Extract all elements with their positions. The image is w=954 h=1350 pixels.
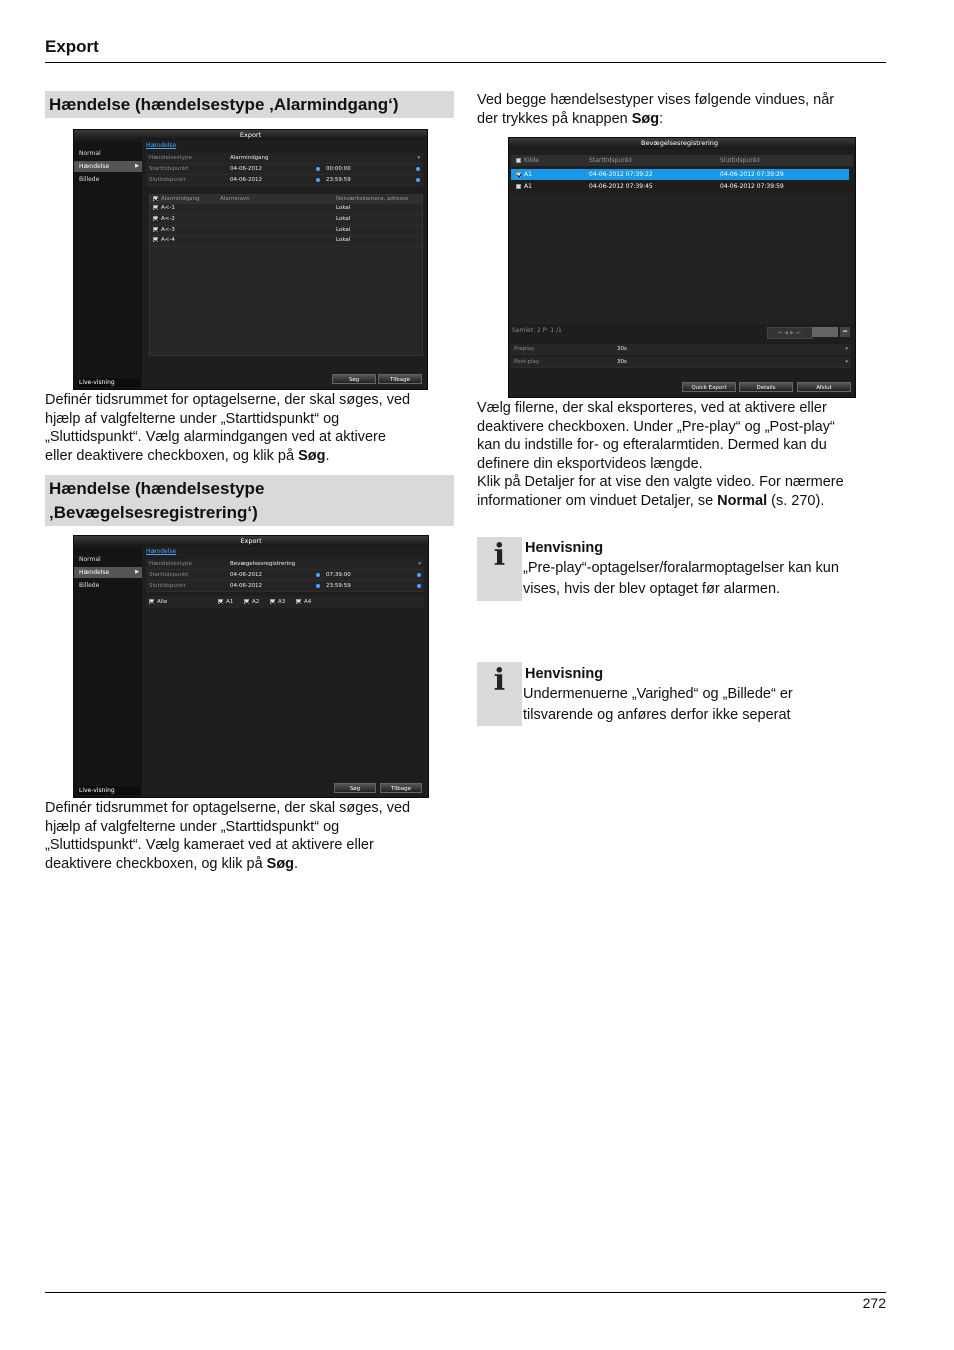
quick-export-button[interactable]: Quick Export xyxy=(682,382,736,392)
chevron-down-icon: ▾ xyxy=(845,359,848,365)
preplay-field[interactable] xyxy=(511,344,851,355)
camera-selection-row xyxy=(146,596,424,608)
sidebar-item-normal[interactable]: Normal xyxy=(79,150,101,157)
checkbox[interactable] xyxy=(270,599,275,604)
note-title: Henvisning xyxy=(525,666,604,682)
note-text: Undermenuerne „Varighed“ og „Billede“ er tilsvarende og anføres derfor ikke seperat xyxy=(523,686,793,723)
start-time-cell: 04-06-2012 07:39:22 xyxy=(589,171,653,178)
field-label: Starttidspunkt xyxy=(149,572,189,578)
field-value: 30s xyxy=(617,346,627,352)
field-value: 04-06-2012 xyxy=(230,166,262,172)
field-value: Alarmindgang xyxy=(230,155,269,161)
table-row[interactable] xyxy=(150,226,422,237)
row-checkbox[interactable] xyxy=(516,172,521,177)
camera-checkbox-a3[interactable] xyxy=(270,596,285,608)
checkbox[interactable] xyxy=(296,599,301,604)
field-label: Sluttidspunkt xyxy=(149,583,186,589)
field-label: Hændelsestype xyxy=(149,155,192,161)
dvr-search-results-window xyxy=(508,137,856,398)
back-button[interactable]: Tilbage xyxy=(378,374,422,384)
postplay-field[interactable] xyxy=(511,357,851,368)
field-label: Post-play xyxy=(514,359,540,365)
note-text: „Pre-play“-optagelser/foralarmoptagelser kan kun vises, hvis der blev optaget før alarmen. xyxy=(523,560,839,597)
table-row[interactable] xyxy=(150,215,422,226)
row-checkbox[interactable] xyxy=(153,227,158,232)
sidebar-item-label: Hændelse xyxy=(79,163,110,170)
alarm-input-name: A<-1 xyxy=(161,205,175,211)
page-prev-icon[interactable]: ◀ xyxy=(784,330,790,336)
clock-icon[interactable] xyxy=(417,573,421,577)
sidebar xyxy=(74,547,142,797)
dvr-export-screen-motion xyxy=(73,535,429,798)
camera-checkbox-a4[interactable] xyxy=(296,596,311,608)
camera-address: Lokal xyxy=(336,237,351,244)
back-button[interactable]: Tilbage xyxy=(380,783,422,793)
paragraph-intro: Ved begge hændelsestyper vises følgende vindues, når der trykkes på knappen Søg: xyxy=(477,92,835,127)
paragraph-alarm: Definér tidsrummet for optagelserne, der skal søges, ved hjælp af valgfelterne under „Starttidspunkt“ og „Sluttidspunkt“. Vælg alarmindgangen ved at aktivere eller deaktivere checkboxen, og klik på Søg. xyxy=(45,392,411,464)
row-checkbox[interactable] xyxy=(153,237,158,242)
table-row[interactable] xyxy=(150,236,422,247)
page-header-title: Export xyxy=(45,37,99,56)
camera-address: Lokal xyxy=(336,205,351,211)
table-row[interactable] xyxy=(511,181,849,192)
page-first-icon[interactable]: ⏮ xyxy=(777,330,785,336)
details-button[interactable]: Details xyxy=(739,382,793,392)
sidebar-item-event[interactable] xyxy=(74,161,142,172)
paragraph-motion: Definér tidsrummet for optagelserne, der skal søges, ved hjælp af valgfelterne under „Starttidspunkt“ og „Sluttidspunkt“. Vælg kameraet ved at aktivere eller deaktivere checkboxen, og klik på Søg. xyxy=(45,800,411,872)
window-title: Export xyxy=(74,536,428,546)
header-rule xyxy=(45,62,886,63)
event-type-field[interactable] xyxy=(146,559,424,570)
start-time-cell: 04-06-2012 07:39:45 xyxy=(589,183,653,190)
alarm-input-name: A<-4 xyxy=(161,237,175,244)
sidebar-item-normal[interactable]: Normal xyxy=(79,556,101,563)
end-time-cell: 04-06-2012 07:39:59 xyxy=(720,183,784,190)
column-header: Kilde xyxy=(524,157,539,164)
event-type-field[interactable] xyxy=(146,153,423,164)
camera-address: Lokal xyxy=(336,226,351,233)
select-all-checkbox[interactable] xyxy=(516,158,521,163)
clock-icon[interactable] xyxy=(416,178,420,182)
column-header: Starttidspunkt xyxy=(589,157,632,164)
end-time-field[interactable] xyxy=(146,175,423,186)
source-cell: A1 xyxy=(524,171,532,178)
chevron-right-icon: ▶ xyxy=(135,163,139,169)
paragraph-results: Vælg filerne, der skal eksporteres, ved at aktivere eller deaktivere checkboxen. Under „Pre-play“ og „Post-play“ kan du indstille for- og efteralarmtiden. Dermed kan du definere din eksportvideos længde. Klik på Detaljer for at vise den valgte video. For nærmere informationer om vinduet Detaljer, se Normal (s. 270). xyxy=(477,400,844,509)
column-header: Netværkskamera, adresse xyxy=(336,196,409,202)
page-number: 272 xyxy=(862,1295,886,1311)
calendar-icon[interactable] xyxy=(316,178,320,182)
field-label: Hændelsestype xyxy=(149,561,192,567)
camera-checkbox-a2[interactable] xyxy=(244,596,259,608)
pagination-controls[interactable] xyxy=(767,327,813,339)
results-status: Samlet: 2 P: 1 /1 xyxy=(512,327,562,334)
field-time: 23:59:59 xyxy=(326,583,351,589)
tab-event[interactable]: Hændelse xyxy=(146,142,177,149)
window-title: Export xyxy=(74,130,427,140)
info-icon: i xyxy=(493,663,506,698)
field-value: 04-06-2012 xyxy=(230,572,262,578)
field-value: 04-06-2012 xyxy=(230,583,262,589)
camera-label: A2 xyxy=(252,599,260,605)
clock-icon[interactable] xyxy=(416,167,420,171)
calendar-icon[interactable] xyxy=(316,584,320,588)
row-checkbox[interactable] xyxy=(153,205,158,210)
window-title: Bevægelsesregistrering xyxy=(509,138,855,149)
live-view-button[interactable]: Live-visning xyxy=(77,786,141,795)
section-heading-motion: Hændelse (hændelsestype ‚Bevægelsesregistrering‘) xyxy=(45,475,454,526)
checkbox[interactable] xyxy=(218,599,223,604)
checkbox[interactable] xyxy=(149,599,154,604)
field-time: 07:39:00 xyxy=(326,572,351,578)
camera-label: A3 xyxy=(278,599,286,605)
alarm-input-name: A<-3 xyxy=(161,226,175,233)
column-header: Sluttidspunkt xyxy=(720,157,760,164)
chevron-down-icon: ▾ xyxy=(418,561,421,567)
field-value: Bevægelsesregistrering xyxy=(230,561,296,567)
chevron-down-icon: ▾ xyxy=(417,155,420,161)
field-value: 30s xyxy=(617,359,627,365)
calendar-icon[interactable] xyxy=(316,167,320,171)
alarm-input-table xyxy=(149,194,423,356)
source-cell: A1 xyxy=(524,183,532,190)
checkbox[interactable] xyxy=(244,599,249,604)
calendar-icon[interactable] xyxy=(316,573,320,577)
select-all-checkbox[interactable] xyxy=(153,196,158,201)
page-next-icon[interactable]: ▶ xyxy=(790,330,796,336)
camera-label: Alle xyxy=(157,599,168,605)
field-label: Starttidspunkt xyxy=(149,166,189,172)
table-row[interactable] xyxy=(150,204,422,215)
camera-checkbox-a1[interactable] xyxy=(218,596,233,608)
field-label: Sluttidspunkt xyxy=(149,177,186,183)
chevron-right-icon: ▶ xyxy=(135,569,139,575)
tab-event[interactable]: Hændelse xyxy=(146,548,177,555)
page-input[interactable] xyxy=(812,327,838,337)
clock-icon[interactable] xyxy=(417,584,421,588)
field-time: 23:59:59 xyxy=(326,177,351,183)
sidebar-item-label: Hændelse xyxy=(79,569,110,576)
alarm-input-name: A<-2 xyxy=(161,215,175,222)
end-time-cell: 04-06-2012 07:39:29 xyxy=(720,171,784,178)
sidebar-item-image[interactable]: Billede xyxy=(79,582,100,589)
dvr-export-screen-alarm xyxy=(73,129,428,390)
go-to-page-icon[interactable]: ➡ xyxy=(840,327,850,337)
results-empty-area xyxy=(511,194,853,324)
table-header xyxy=(150,195,422,204)
search-button[interactable]: Søg xyxy=(334,783,376,793)
sidebar xyxy=(74,141,142,389)
camera-label: A1 xyxy=(226,599,234,605)
row-checkbox[interactable] xyxy=(153,216,158,221)
row-checkbox[interactable] xyxy=(516,184,521,189)
sidebar-item-image[interactable]: Billede xyxy=(79,176,100,183)
info-icon: i xyxy=(493,538,506,573)
camera-label: A4 xyxy=(304,599,312,605)
section-heading-alarm: Hændelse (hændelsestype ‚Alarmindgang‘) xyxy=(45,91,454,118)
table-row[interactable] xyxy=(511,169,849,180)
camera-address: Lokal xyxy=(336,215,351,222)
results-table-header xyxy=(511,155,853,166)
column-header: Alarmnavn xyxy=(220,196,250,202)
note-title: Henvisning xyxy=(525,540,604,556)
field-label: Preplay xyxy=(514,346,535,352)
field-value: 04-06-2012 xyxy=(230,177,262,183)
start-time-field[interactable] xyxy=(146,570,424,581)
start-time-field[interactable] xyxy=(146,164,423,175)
live-view-button[interactable]: Live-visning xyxy=(77,378,141,387)
column-header: Alarmindgang xyxy=(161,196,200,202)
end-time-field[interactable] xyxy=(146,581,424,592)
exit-button[interactable]: Afslut xyxy=(797,382,851,392)
sidebar-item-event[interactable] xyxy=(74,567,142,578)
chevron-down-icon: ▾ xyxy=(845,346,848,352)
field-time: 00:00:00 xyxy=(326,166,351,172)
camera-checkbox-all[interactable] xyxy=(149,596,167,608)
footer-rule xyxy=(45,1292,886,1293)
page-last-icon[interactable]: ⏭ xyxy=(795,330,803,336)
search-button[interactable]: Søg xyxy=(332,374,376,384)
